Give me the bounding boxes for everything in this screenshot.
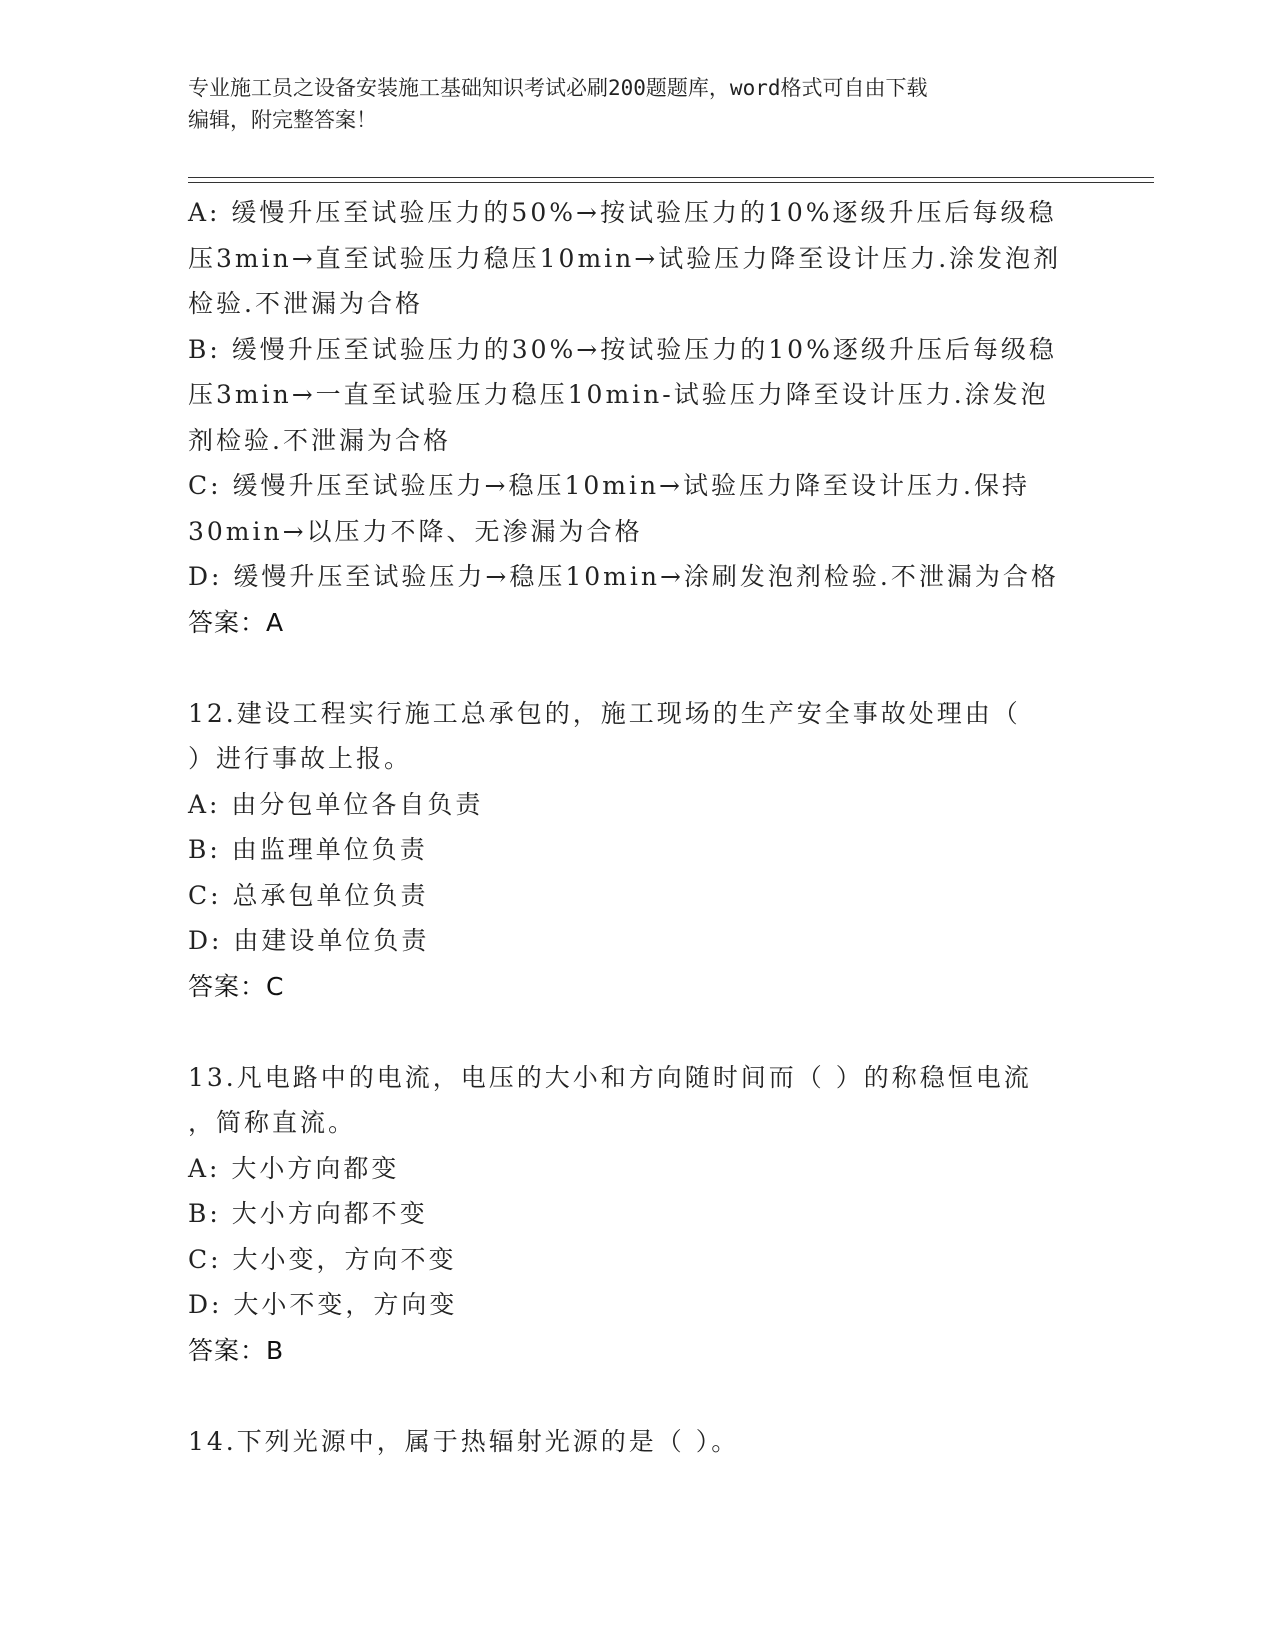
question-list [188,190,1088,1464]
option-c-line: C: 缓慢升压至试验压力→稳压10min→试验压力降至设计压力.保持 [188,471,1030,500]
option-a: A: 大小方向都变 [188,1153,400,1183]
option-c: C: 大小变，方向不变 [188,1244,457,1274]
question-text: ）进行事故上报。 [188,744,413,773]
option-b-line: 剂检验.不泄漏为合格 [188,425,451,455]
question-text: ，简称直流。 [188,1108,357,1137]
option-b: B: 大小方向都不变 [188,1199,428,1228]
document-header [188,72,1088,136]
option-d-line: D: 缓慢升压至试验压力→稳压10min→涂刷发泡剂检验.不泄漏为合格 [188,562,1059,591]
option-b: B: 由监理单位负责 [188,835,428,864]
option-a-line: 检验.不泄漏为合格 [188,289,423,318]
question-text: 14.下列光源中，属于热辐射光源的是（ ）。 [188,1426,740,1456]
answer-label: 答案：A [188,607,285,637]
option-b-line: B: 缓慢升压至试验压力的30%→按试验压力的10%逐级升压后每级稳 [188,334,1057,364]
spacer [188,1373,1088,1419]
question-11 [188,190,1088,645]
question-text: 12.建设工程实行施工总承包的，施工现场的生产安全事故处理由（ [188,698,1021,728]
option-a-line: 压3min→直至试验压力稳压10min→试验压力降至设计压力.涂发泡剂 [188,243,1062,273]
answer-label: 答案：B [188,1335,285,1365]
spacer [188,645,1088,691]
question-12 [188,691,1088,1010]
option-b-line: 压3min→一直至试验压力稳压10min-试验压力降至设计压力.涂发泡 [188,380,1049,409]
header-divider-bottom [188,182,1154,183]
header-line-2: 编辑，附完整答案！ [188,108,377,132]
header-divider-top [188,177,1154,178]
answer-label: 答案：C [188,971,285,1001]
spacer [188,1009,1088,1055]
question-14 [188,1419,1088,1465]
option-c-line: 30min→以压力不降、无渗漏为合格 [188,516,643,546]
option-a-line: A: 缓慢升压至试验压力的50%→按试验压力的10%逐级升压后每级稳 [188,198,1057,227]
option-a: A: 由分包单位各自负责 [188,789,484,819]
option-c: C: 总承包单位负责 [188,880,429,910]
question-text: 13.凡电路中的电流，电压的大小和方向随时间而（ ）的称稳恒电流 [188,1062,1032,1092]
header-line-1: 专业施工员之设备安装施工基础知识考试必刷200题题库，word格式可自由下载 [188,76,928,100]
option-d: D: 由建设单位负责 [188,926,430,955]
option-d: D: 大小不变，方向变 [188,1290,458,1319]
question-13 [188,1055,1088,1374]
